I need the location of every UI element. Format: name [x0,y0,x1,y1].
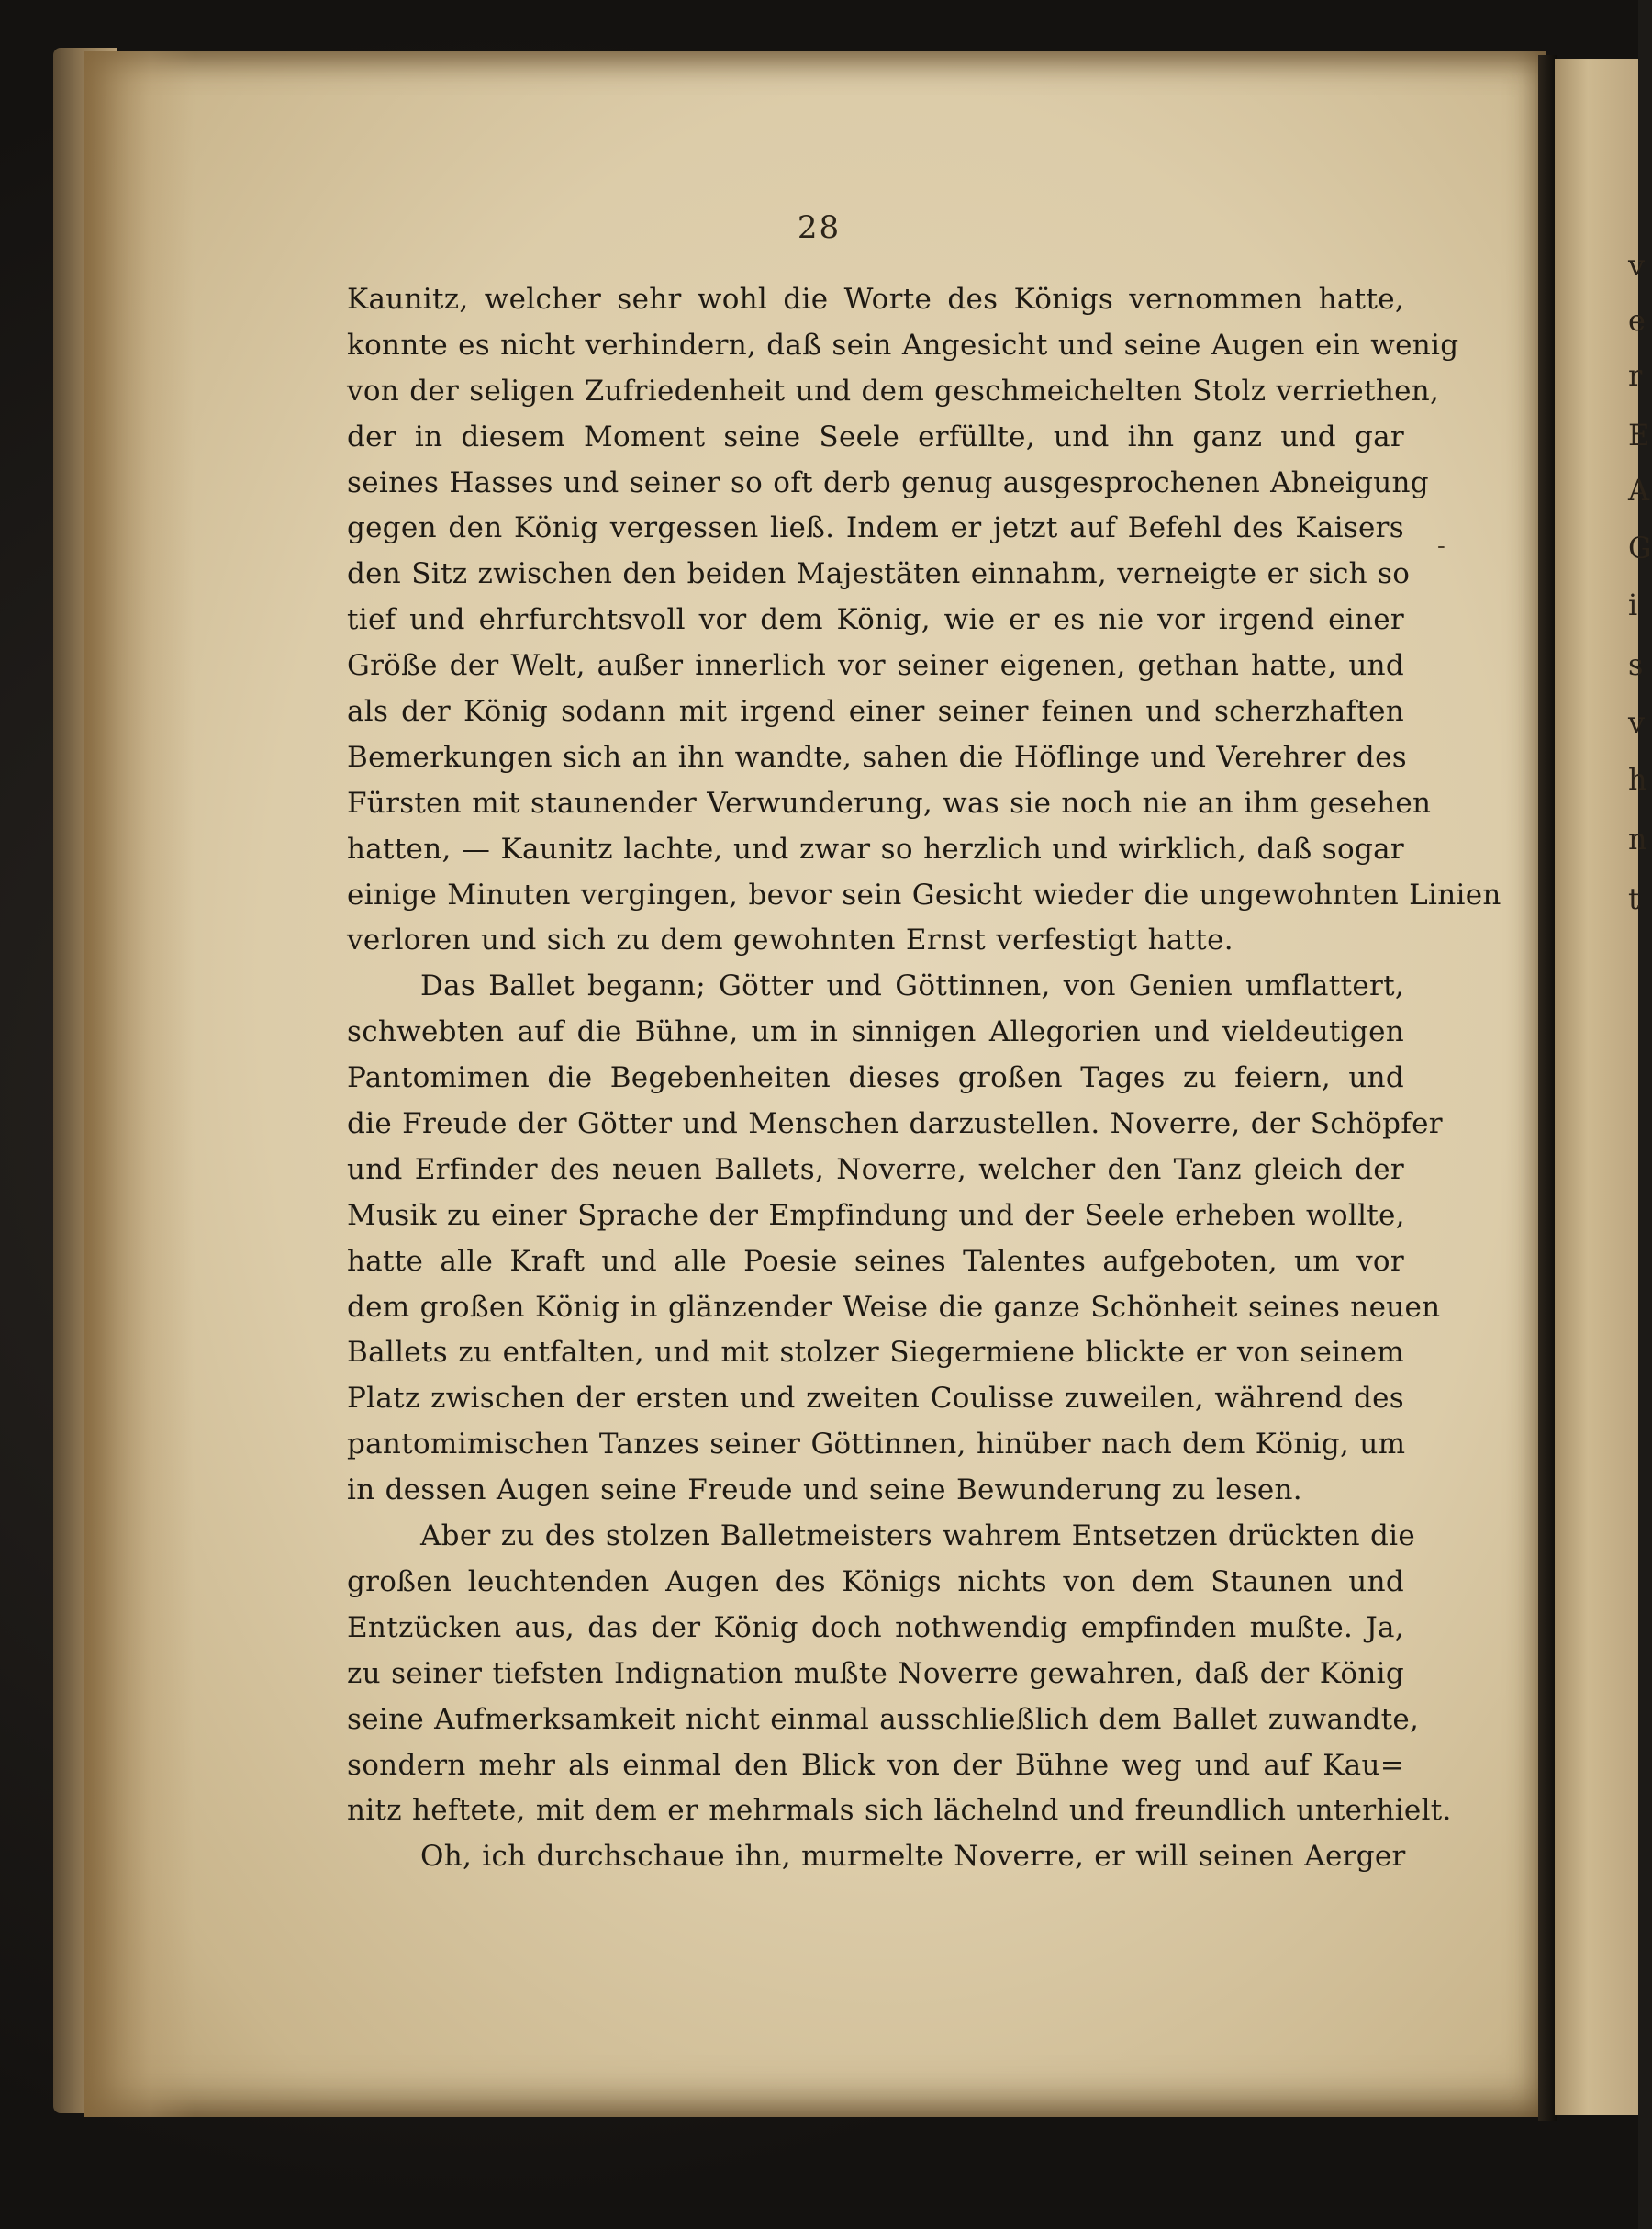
text-line: seine Aufmerksamkeit nicht einmal ausschließlich dem Ballet zuwandte, [347,1702,1420,1736]
facing-page-fragment: t [1628,881,1640,916]
text-line: Das Ballet begann; Götter und Göttinnen, von Genien umflattert, [420,969,1404,1003]
facing-page-fragment: A [1628,473,1650,508]
text-line: als der König sodann mit irgend einer seiner feinen und scherzhaften [347,695,1404,729]
text-line: einige Minuten vergingen, bevor sein Gesicht wieder die ungewohnten Linien [347,878,1501,912]
paragraph [347,1834,1404,1880]
text-line: zu seiner tiefsten Indignation mußte Noverre gewahren, daß der König [347,1656,1404,1690]
text-line: verloren und sich zu dem gewohnten Ernst verfestigt hatte. [347,924,1233,958]
text-line: großen leuchtenden Augen des Königs nichts von dem Staunen und [347,1564,1404,1598]
facing-page-fragment: G [1628,531,1652,566]
page-number: 28 [797,209,842,246]
facing-page-fragment: i [1628,588,1638,622]
facing-page-fragment: h [1628,762,1647,797]
paragraph [347,964,1443,1514]
book-gutter [1538,55,1557,2121]
text-line: schwebten auf die Bühne, um in sinnigen Allegorien und vieldeutigen [347,1015,1404,1049]
text-line: Oh, ich durchschaue ihn, murmelte Noverre, er will seinen Aerger [420,1840,1406,1874]
facing-page-edge [1555,59,1652,2115]
text-line: tief und ehrfurchtsvoll vor dem König, wie er es nie vor irgend einer [347,603,1404,637]
facing-page-fragment: e [1628,303,1646,338]
text-line: konnte es nicht verhindern, daß sein Angesicht und seine Augen ein wenig [347,328,1459,362]
text-line: Entzücken aus, das der König doch nothwendig empfinden mußte. Ja, [347,1610,1404,1644]
text-line: von der seligen Zufriedenheit und dem geschmeichelten Stolz verriethen, [347,374,1440,408]
text-line: sondern mehr als einmal den Blick von der Bühne weg und auf Kau= [347,1748,1404,1782]
facing-page-fragment: s [1628,647,1644,682]
page-stain [84,51,195,2117]
facing-page-fragment: n [1628,822,1647,857]
text-line: Fürsten mit staunender Verwunderung, was sie noch nie an ihm gesehen [347,786,1432,820]
facing-page-fragment: E [1628,418,1650,453]
text-line: hatten, — Kaunitz lachte, und zwar so herzlich und wirklich, daß sogar [347,832,1404,866]
text-line: der in diesem Moment seine Seele erfüllte, und ihn ganz und gar [347,420,1404,454]
text-line: Kaunitz, welcher sehr wohl die Worte des Königs vernommen hatte, [347,283,1404,316]
text-line: und Erfinder des neuen Ballets, Noverre, welcher den Tanz gleich der [347,1152,1404,1186]
facing-page-fragment: v [1628,248,1646,283]
text-line: Aber zu des stolzen Balletmeisters wahrem Entsetzen drückten die [420,1519,1415,1553]
body-text [347,277,1501,1880]
text-line: pantomimischen Tanzes seiner Göttinnen, hinüber nach dem König, um [347,1428,1406,1462]
text-line: dem großen König in glänzender Weise die ganze Schönheit seines neuen [347,1290,1441,1324]
facing-page-fragment: r [1628,358,1643,393]
text-line: die Freude der Götter und Menschen darzustellen. Noverre, der Schöpfer [347,1107,1443,1141]
text-line: Musik zu einer Sprache der Empfindung und der Seele erheben wollte, [347,1198,1405,1232]
paragraph [347,277,1501,964]
text-line: nitz heftete, mit dem er mehrmals sich lächelnd und freundlich unterhielt. [347,1794,1452,1828]
text-line: Platz zwischen der ersten und zweiten Coulisse zuweilen, während des [347,1382,1404,1416]
text-line: Pantomimen die Begebenheiten dieses großen Tages zu feiern, und [347,1061,1404,1095]
text-line: Bemerkungen sich an ihn wandte, sahen die Höflinge und Verehrer des [347,740,1407,774]
facing-page-fragment: v [1628,705,1646,740]
margin-mark: - [1437,532,1446,560]
text-line: seines Hasses und seiner so oft derb genug ausgesprochenen Abneigung [347,465,1429,499]
text-line: den Sitz zwischen den beiden Majestäten einnahm, verneigte er sich so [347,557,1411,591]
text-line: Größe der Welt, außer innerlich vor seiner eigenen, gethan hatte, und [347,649,1404,683]
text-line: gegen den König vergessen ließ. Indem er jetzt auf Befehl des Kaisers [347,511,1404,545]
text-line: Ballets zu entfalten, und mit stolzer Siegermiene blickte er von seinem [347,1336,1404,1370]
text-line: in dessen Augen seine Freude und seine Bewunderung zu lesen. [347,1473,1302,1507]
paragraph [347,1514,1452,1834]
text-line: hatte alle Kraft und alle Poesie seines Talentes aufgeboten, um vor [347,1244,1404,1278]
